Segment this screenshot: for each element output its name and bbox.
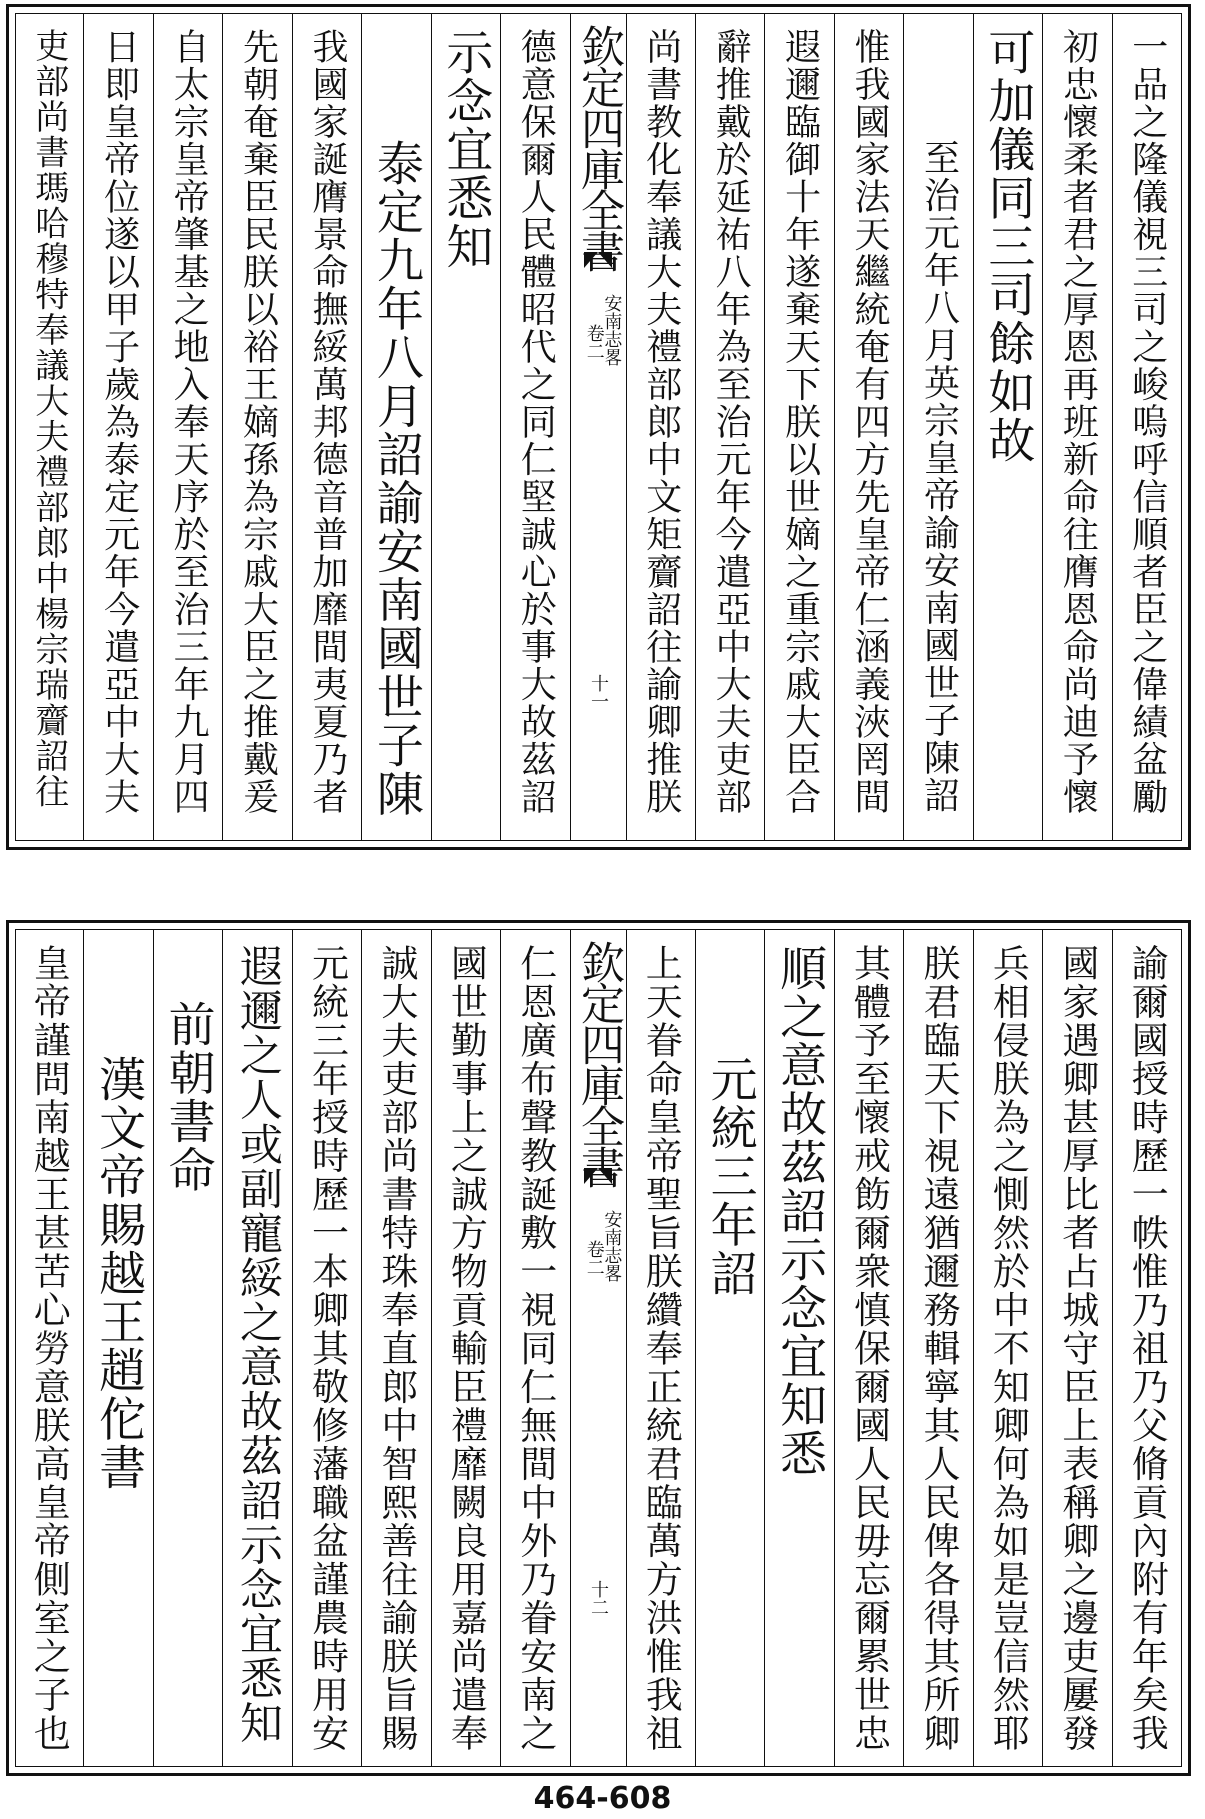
column-text: 先朝奄棄臣民朕以裕王嫡孫為宗戚大臣之推戴爰 bbox=[237, 28, 279, 816]
page-bottom-panel bbox=[6, 920, 1191, 1776]
text-column bbox=[834, 930, 903, 1766]
text-column bbox=[626, 14, 695, 840]
volume-label: 卷二 bbox=[583, 1240, 605, 1276]
column-text: 德意保爾人民體昭代之同仁堅誠心於事大故茲詔 bbox=[515, 28, 557, 816]
column-text: 一品之隆儀視三司之峻嗚呼信順者臣之偉績盆勵 bbox=[1126, 28, 1168, 816]
column-text: 遐邇臨御十年遂棄天下朕以世嫡之重宗戚大臣合 bbox=[779, 28, 821, 816]
page-top-panel bbox=[6, 4, 1191, 850]
running-header-column bbox=[570, 930, 626, 1766]
text-column bbox=[626, 930, 695, 1766]
text-column bbox=[1112, 930, 1181, 1766]
text-column bbox=[834, 14, 903, 840]
text-column bbox=[361, 14, 430, 840]
text-column bbox=[764, 930, 833, 1766]
text-column bbox=[83, 930, 152, 1766]
text-column bbox=[222, 930, 291, 1766]
text-column bbox=[431, 930, 500, 1766]
text-column bbox=[500, 930, 569, 1766]
column-text: 可加儀同三司餘如故 bbox=[980, 28, 1036, 465]
banner-title: 欽定四庫全書 bbox=[573, 24, 624, 270]
text-column bbox=[1042, 930, 1111, 1766]
banner-title: 欽定四庫全書 bbox=[573, 940, 624, 1186]
column-text: 皇帝謹問南越王甚苦心勞意朕高皇帝側室之子也 bbox=[27, 944, 71, 1753]
column-text: 朕君臨天下視遠猶邇務輯寧其人民俾各得其所卿 bbox=[916, 944, 960, 1753]
text-column bbox=[973, 14, 1042, 840]
column-text: 前朝書命 bbox=[160, 1000, 216, 1194]
text-column bbox=[292, 14, 361, 840]
text-column bbox=[764, 14, 833, 840]
leaf-number: 十二 bbox=[588, 1580, 609, 1616]
column-text: 惟我國家法天繼統奄有四方先皇帝仁涵義浹罔間 bbox=[849, 28, 891, 816]
column-text: 諭爾國授時歷一帙惟乃祖乃父脩貢內附有年矣我 bbox=[1125, 944, 1169, 1753]
text-column bbox=[83, 14, 152, 840]
column-text: 我國家誕膺景命撫綏萬邦德音普加靡間夷夏乃者 bbox=[306, 28, 348, 816]
text-column bbox=[903, 14, 972, 840]
bottom-text-frame bbox=[15, 929, 1182, 1767]
column-text: 日即皇帝位遂以甲子歲為泰定元年今遣亞中大夫 bbox=[98, 28, 140, 816]
column-text: 尚書教化奉議大夫禮部郎中文矩齎詔往諭卿推朕 bbox=[640, 28, 682, 816]
text-column bbox=[292, 930, 361, 1766]
column-text: 漢文帝賜越王趙佗書 bbox=[91, 1055, 147, 1492]
running-header-column bbox=[570, 14, 626, 840]
page-number: 464-608 bbox=[533, 1781, 672, 1816]
volume-label: 卷二 bbox=[583, 324, 605, 360]
fishtail-mark-icon bbox=[584, 1168, 612, 1184]
text-column bbox=[14, 930, 83, 1766]
column-text: 泰定九年八月詔諭安南國世子陳 bbox=[368, 139, 424, 818]
text-column bbox=[500, 14, 569, 840]
book-title-label: 安南志畧 bbox=[601, 294, 623, 366]
text-column bbox=[14, 14, 83, 840]
column-text: 其體予至懷戒飭爾衆慎保爾國人民毋忘爾累世忠 bbox=[847, 944, 891, 1753]
text-column bbox=[153, 930, 222, 1766]
column-text: 順之意故茲詔示念宜知悉 bbox=[772, 944, 828, 1478]
column-text: 自太宗皇帝肇基之地入奉天序於至治三年九月四 bbox=[168, 28, 210, 816]
column-text: 元統三年授時歷一本卿其敬修藩職盆謹農時用安 bbox=[305, 944, 349, 1753]
top-text-frame bbox=[15, 13, 1182, 841]
text-column bbox=[1112, 14, 1181, 840]
column-text: 誠大夫吏部尚書特珠奉直郎中智熙善往諭朕旨賜 bbox=[374, 944, 418, 1753]
column-text: 初忠懷柔者君之厚恩再班新命往膺恩命尚迪予懷 bbox=[1057, 28, 1099, 816]
column-text: 至治元年八月英宗皇帝諭安南國世子陳詔 bbox=[918, 139, 960, 814]
book-title-label: 安南志畧 bbox=[601, 1210, 623, 1282]
column-text: 遐邇之人或副寵綏之意故茲詔示念宜悉知 bbox=[233, 944, 284, 1745]
column-text: 兵相侵朕為之惻然於中不知卿何為如是豈信然耶 bbox=[986, 944, 1030, 1753]
column-text: 國家遇卿甚厚比者占城守臣上表稱卿之邊吏屢發 bbox=[1055, 944, 1099, 1753]
leaf-number: 十一 bbox=[588, 674, 609, 710]
column-text: 仁恩廣布聲教誕敷一視同仁無間中外乃眷安南之 bbox=[513, 944, 557, 1753]
text-column bbox=[695, 930, 764, 1766]
text-column bbox=[153, 14, 222, 840]
column-text: 吏部尚書瑪哈穆特奉議大夫禮部郎中楊宗瑞齎詔往 bbox=[28, 28, 69, 809]
text-column bbox=[1042, 14, 1111, 840]
text-column bbox=[695, 14, 764, 840]
text-column bbox=[903, 930, 972, 1766]
text-column bbox=[361, 930, 430, 1766]
text-column bbox=[222, 14, 291, 840]
column-text: 國世勤事上之誠方物貢輸臣禮靡闕良用嘉尚遣奉 bbox=[444, 944, 488, 1753]
column-text: 示念宜悉知 bbox=[438, 28, 494, 271]
fishtail-mark-icon bbox=[584, 252, 612, 268]
column-text: 上天眷命皇帝聖旨朕纘奉正統君臨萬方洪惟我祖 bbox=[639, 944, 683, 1753]
column-text: 元統三年詔 bbox=[702, 1055, 758, 1298]
text-column bbox=[431, 14, 500, 840]
column-text: 辭推戴於延祐八年為至治元年今遣亞中大夫吏部 bbox=[710, 28, 752, 816]
text-column bbox=[973, 930, 1042, 1766]
